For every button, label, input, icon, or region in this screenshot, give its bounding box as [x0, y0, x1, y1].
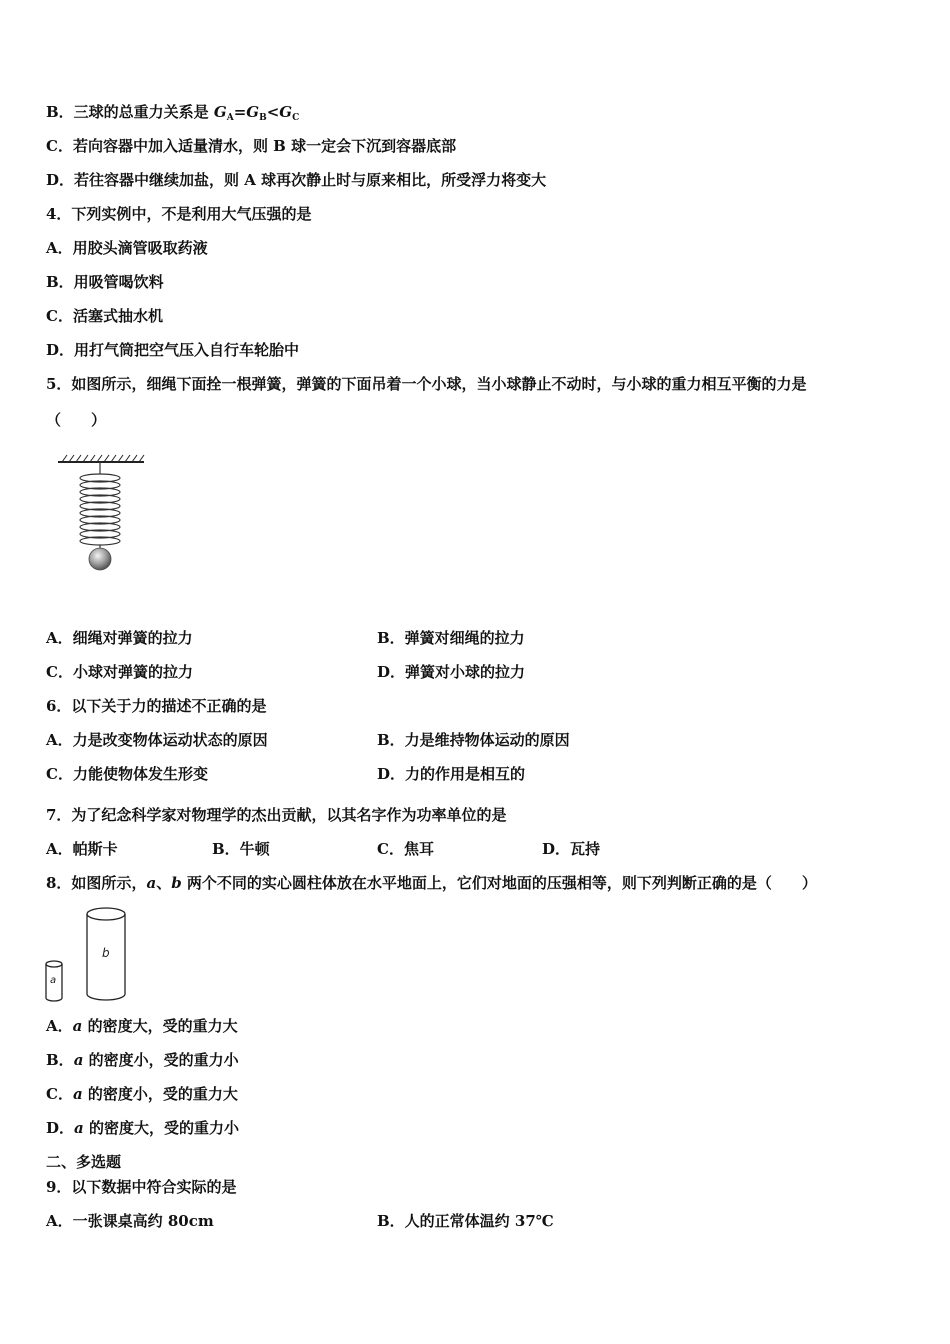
q4-option-a: A．用胶头滴管吸取药液	[46, 239, 208, 257]
section-title: 二、多选题	[46, 1153, 122, 1171]
q5-stem: 5．如图所示，细绳下面拴一根弹簧，弹簧的下面吊着一个小球，当小球静止不动时，与小球的重力相互平衡的力是	[46, 375, 807, 393]
q7-option-a: A．帕斯卡	[46, 840, 118, 858]
cylinders-figure	[40, 900, 135, 1006]
q6-option-a: A．力是改变物体运动状态的原因	[46, 731, 268, 749]
q9-stem: 9．以下数据中符合实际的是	[46, 1178, 237, 1196]
q4-option-b: B．用吸管喝饮料	[46, 273, 164, 291]
q6-option-d: D．力的作用是相互的	[377, 765, 526, 783]
q8-option-d: D．a 的密度大，受的重力小	[46, 1119, 239, 1137]
q7-option-b: B．牛顿	[212, 840, 270, 858]
q3-option-d: D．若往容器中继续加盐，则 A 球再次静止时与原来相比，所受浮力将变大	[46, 171, 547, 189]
q9-option-a: A．一张课桌高约 80cm	[46, 1212, 214, 1230]
q5-answer-paren: （ ）	[46, 411, 107, 429]
q4-stem: 4．下列实例中，不是利用大气压强的是	[46, 205, 312, 223]
q4-option-d: D．用打气筒把空气压入自行车轮胎中	[46, 341, 300, 359]
q5-option-d: D．弹簧对小球的拉力	[377, 663, 526, 681]
q7-option-d: D．瓦持	[542, 840, 601, 858]
q5-option-a: A．细绳对弹簧的拉力	[46, 629, 193, 647]
q4-option-c: C．活塞式抽水机	[46, 307, 163, 325]
q9-option-b: B．人的正常体温约 37℃	[377, 1212, 554, 1230]
q5-option-c: C．小球对弹簧的拉力	[46, 663, 193, 681]
q3-option-b: B．三球的总重力关系是 $G_A=G_B<G_C$	[46, 103, 300, 123]
q5-option-b: B．弹簧对细绳的拉力	[377, 629, 525, 647]
q8-option-b: B．a 的密度小，受的重力小	[46, 1051, 239, 1069]
cylinder-a-label: a	[50, 975, 57, 986]
q7-stem: 7．为了纪念科学家对物理学的杰出贡献，以其名字作为功率单位的是	[46, 806, 507, 824]
q6-stem: 6．以下关于力的描述不正确的是	[46, 697, 267, 715]
q3-option-c: C．若向容器中加入适量清水，则 B 球一定会下沉到容器底部	[46, 137, 457, 155]
q8-stem: 8．如图所示，a、b 两个不同的实心圆柱体放在水平地面上，它们对地面的压强相等，则下列判断正确的是（ ）	[46, 874, 817, 892]
q6-option-b: B．力是维持物体运动的原因	[377, 731, 570, 749]
q8-option-c: C．a 的密度小，受的重力大	[46, 1085, 238, 1103]
spring-ball-figure	[54, 450, 150, 576]
q6-option-c: C．力能使物体发生形变	[46, 765, 208, 783]
q7-option-c: C．焦耳	[377, 840, 434, 858]
cylinder-b-label: b	[102, 946, 110, 960]
q8-option-a: A．a 的密度大，受的重力大	[46, 1017, 238, 1035]
